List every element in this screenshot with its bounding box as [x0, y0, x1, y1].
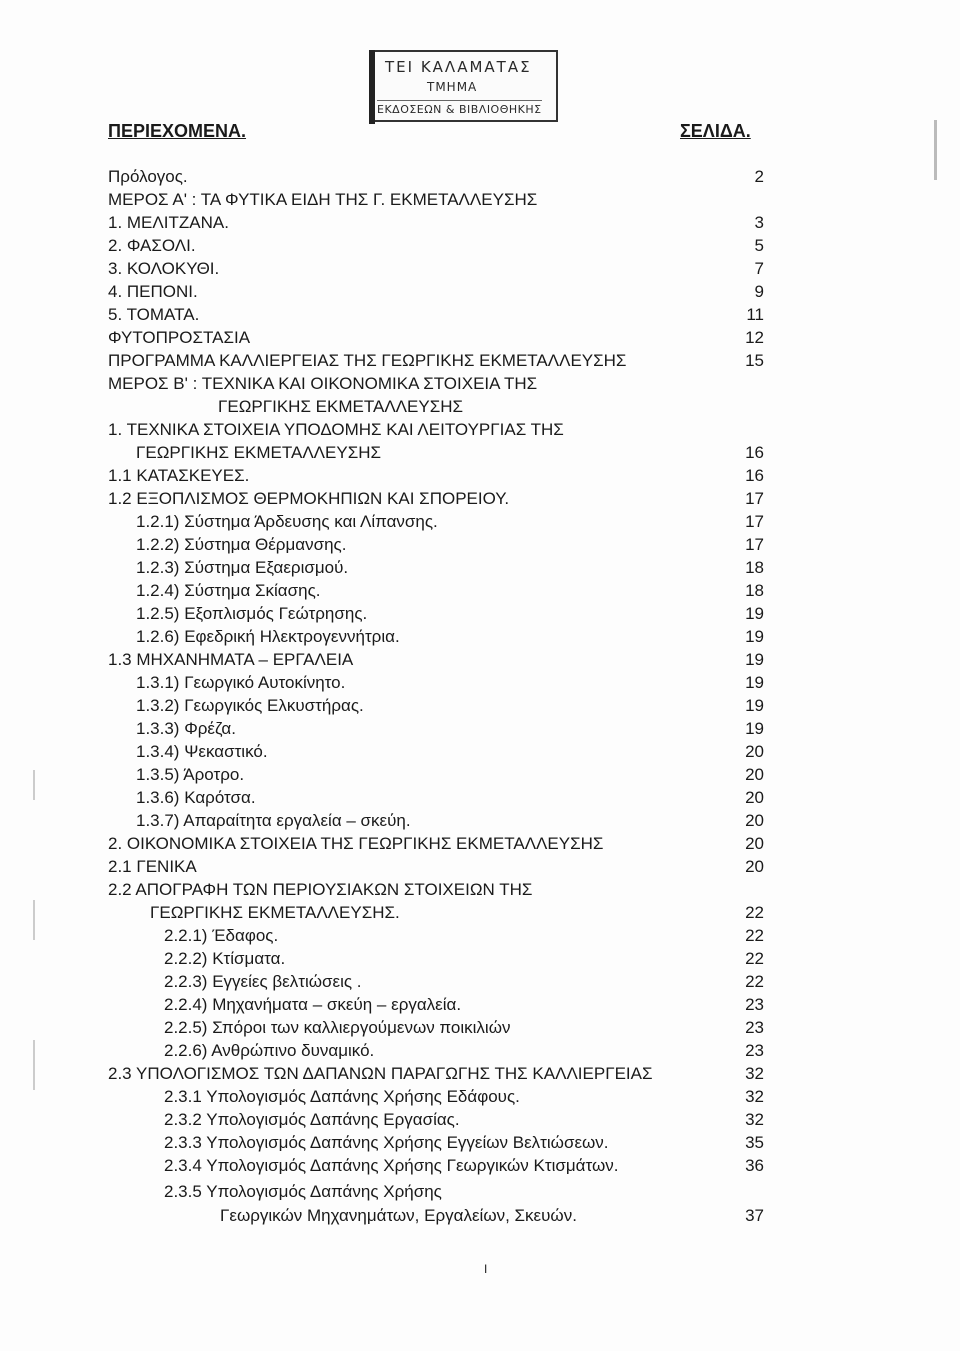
toc-entry-title: 2.2 ΑΠΟΓΡΑΦΗ ΤΩΝ ΠΕΡΙΟΥΣΙΑΚΩΝ ΣΤΟΙΧΕΙΩΝ ΤΗΣ: [108, 880, 533, 899]
toc-entry-page: 7: [754, 259, 764, 278]
toc-entry-page: 22: [745, 972, 764, 991]
toc-entry-title: ΠΡΟΓΡΑΜΜΑ ΚΑΛΛΙΕΡΓΕΙΑΣ ΤΗΣ ΓΕΩΡΓΙΚΗΣ ΕΚΜΕΤΑΛΛΕΥΣΗΣ: [108, 351, 627, 370]
toc-entry-title: ΓΕΩΡΓΙΚΗΣ ΕΚΜΕΤΑΛΛΕΥΣΗΣ: [136, 443, 382, 462]
toc-entry-page: 19: [745, 650, 764, 669]
contents-heading: ΠΕΡΙΕΧΟΜΕΝΑ.: [108, 121, 247, 141]
toc-entry-title: 1.3 ΜΗΧΑΝΗΜΑΤΑ – ΕΡΓΑΛΕΙΑ: [108, 650, 354, 669]
toc-entry-title: 2.3.3 Υπολογισμός Δαπάνης Χρήσης Εγγείων Βελτιώσεων.: [164, 1133, 609, 1152]
toc-entry-title: 4. ΠΕΠΟΝΙ.: [108, 282, 198, 301]
toc-entry-title: 1.1 ΚΑΤΑΣΚΕΥΕΣ.: [108, 466, 250, 485]
toc-entry-title: 5. ΤΟΜΑΤΑ.: [108, 305, 200, 324]
toc-entry-title: 1.2.6) Εφεδρική Ηλεκτρογεννήτρια.: [136, 627, 400, 646]
page-number: I: [484, 1262, 488, 1276]
toc-entry-title: 1.2.2) Σύστημα Θέρμανσης.: [136, 535, 347, 554]
toc-entry-title: Γεωργικών Μηχανημάτων, Εργαλείων, Σκευών.: [220, 1206, 577, 1225]
toc-entry-title: 1.3.4) Ψεκαστικό.: [136, 742, 268, 761]
toc-entry-page: 9: [754, 282, 764, 301]
toc-entry-title: ΜΕΡΟΣ Α' : ΤΑ ΦΥΤΙΚΑ ΕΙΔΗ ΤΗΣ Γ. ΕΚΜΕΤΑΛΛΕΥΣΗΣ: [108, 190, 538, 209]
toc-entry-title: 2.2.2) Κτίσματα.: [164, 949, 286, 968]
toc-entry-page: 19: [745, 627, 764, 646]
scan-artifact: [33, 900, 35, 940]
toc-entry-page: 19: [745, 696, 764, 715]
stamp-unit: ΕΚΔΟΣΕΩΝ & ΒΙΒΛΙΟΘΗΚΗΣ: [377, 100, 542, 116]
toc-entry-page: 20: [745, 857, 764, 876]
toc-entry-page: 16: [745, 443, 764, 462]
toc-entry-page: 22: [745, 926, 764, 945]
toc-entry-page: 20: [745, 765, 764, 784]
toc-entry-title: 1.2 ΕΞΟΠΛΙΣΜΟΣ ΘΕΡΜΟΚΗΠΙΩΝ ΚΑΙ ΣΠΟΡΕΙΟΥ.: [108, 489, 510, 508]
scan-artifact: [934, 120, 937, 180]
toc-entry-page: 17: [745, 535, 764, 554]
toc-entry-title: 1. ΤΕΧΝΙΚΑ ΣΤΟΙΧΕΙΑ ΥΠΟΔΟΜΗΣ ΚΑΙ ΛΕΙΤΟΥΡΓΙΑΣ ΤΗΣ: [108, 420, 564, 439]
toc-entry-page: 3: [754, 213, 764, 232]
toc-entry-title: 1.3.7) Απαραίτητα εργαλεία – σκεύη.: [136, 811, 411, 830]
toc-entry-page: 32: [745, 1064, 764, 1083]
toc-entry-page: 17: [745, 489, 764, 508]
toc-entry-page: 15: [745, 351, 764, 370]
toc-entry-title: 2.3.2 Υπολογισμός Δαπάνης Εργασίας.: [164, 1110, 460, 1129]
toc-entry-page: 22: [745, 949, 764, 968]
toc-entry-title: 1.2.5) Εξοπλισμός Γεώτρησης.: [136, 604, 368, 623]
stamp-department: ΤΜΗΜΑ: [427, 80, 478, 94]
toc-entry-title: 3. ΚΟΛΟΚΥΘΙ.: [108, 259, 220, 278]
toc-entry-page: 2: [754, 167, 764, 186]
toc-entry-title: 2. ΦΑΣΟΛΙ.: [108, 236, 196, 255]
toc-entry-page: 20: [745, 788, 764, 807]
toc-entry-page: 18: [745, 581, 764, 600]
scan-artifact: [33, 1040, 35, 1090]
toc-entry-title: 1. ΜΕΛΙΤΖΑΝΑ.: [108, 213, 229, 232]
page-column-heading: ΣΕΛΙΔΑ.: [680, 121, 751, 141]
toc-entry-page: 20: [745, 834, 764, 853]
toc-entry-title: 2.2.3) Εγγείες βελτιώσεις .: [164, 972, 362, 991]
toc-entry-page: 37: [745, 1206, 764, 1225]
toc-entry-page: 16: [745, 466, 764, 485]
toc-entry-title: 2.3.5 Υπολογισμός Δαπάνης Χρήσης: [164, 1182, 442, 1201]
toc-entry-title: 1.3.2) Γεωργικός Ελκυστήρας.: [136, 696, 364, 715]
library-stamp: [369, 50, 558, 122]
toc-entry-title: 1.2.1) Σύστημα Άρδευσης και Λίπανσης.: [136, 512, 438, 531]
toc-entry-page: 36: [745, 1156, 764, 1175]
toc-entry-title: 2. ΟΙΚΟΝΟΜΙΚΑ ΣΤΟΙΧΕΙΑ ΤΗΣ ΓΕΩΡΓΙΚΗΣ ΕΚΜΕΤΑΛΛΕΥΣΗΣ: [108, 834, 604, 853]
toc-entry-title: 2.2.4) Μηχανήματα – σκεύη – εργαλεία.: [164, 995, 462, 1014]
toc-entry-title: 2.2.6) Ανθρώπινο δυναμικό.: [164, 1041, 375, 1060]
toc-entry-page: 11: [746, 305, 764, 324]
toc-entry-title: ΓΕΩΡΓΙΚΗΣ ΕΚΜΕΤΑΛΛΕΥΣΗΣ.: [150, 903, 400, 922]
toc-entry-title: 2.1 ΓΕΝΙΚΑ: [108, 857, 197, 876]
toc-entry-page: 23: [745, 1041, 764, 1060]
toc-entry-title: Πρόλογος.: [108, 167, 188, 186]
toc-entry-title: 1.3.1) Γεωργικό Αυτοκίνητο.: [136, 673, 346, 692]
toc-entry-page: 5: [754, 236, 764, 255]
toc-entry-title: 2.3.4 Υπολογισμός Δαπάνης Χρήσης Γεωργικών Κτισμάτων.: [164, 1156, 619, 1175]
toc-entry-page: 20: [745, 811, 764, 830]
stamp-institution: ΤΕΙ ΚΑΛΑΜΑΤΑΣ: [385, 58, 532, 76]
toc-entry-page: 23: [745, 1018, 764, 1037]
toc-entry-page: 19: [745, 604, 764, 623]
toc-entry-title: 2.3.1 Υπολογισμός Δαπάνης Χρήσης Εδάφους.: [164, 1087, 520, 1106]
toc-entry-title: ΦΥΤΟΠΡΟΣΤΑΣΙΑ: [108, 328, 251, 347]
toc-entry-page: 32: [745, 1087, 764, 1106]
toc-entry-page: 22: [745, 903, 764, 922]
toc-entry-title: ΓΕΩΡΓΙΚΗΣ ΕΚΜΕΤΑΛΛΕΥΣΗΣ: [218, 397, 464, 416]
toc-entry-page: 20: [745, 742, 764, 761]
toc-entry-title: 1.3.3) Φρέζα.: [136, 719, 236, 738]
toc-entry-page: 19: [745, 719, 764, 738]
toc-entry-page: 32: [745, 1110, 764, 1129]
toc-entry-title: 2.2.1) Έδαφος.: [164, 926, 279, 945]
toc-entry-title: 2.2.5) Σπόροι των καλλιεργούμενων ποικιλιών: [164, 1018, 511, 1037]
toc-entry-title: 1.3.6) Καρότσα.: [136, 788, 256, 807]
toc-entry-page: 19: [745, 673, 764, 692]
toc-entry-page: 12: [745, 328, 764, 347]
toc-entry-page: 35: [745, 1133, 764, 1152]
toc-entry-title: ΜΕΡΟΣ Β' : ΤΕΧΝΙΚΑ ΚΑΙ ΟΙΚΟΝΟΜΙΚΑ ΣΤΟΙΧΕΙΑ ΤΗΣ: [108, 374, 538, 393]
toc-entry-title: 1.2.4) Σύστημα Σκίασης.: [136, 581, 321, 600]
toc-entry-page: 17: [745, 512, 764, 531]
scan-artifact: [33, 770, 35, 800]
toc-entry-title: 1.2.3) Σύστημα Εξαερισμού.: [136, 558, 349, 577]
toc-entry-page: 18: [745, 558, 764, 577]
toc-entry-page: 23: [745, 995, 764, 1014]
toc-entry-title: 1.3.5) Άροτρο.: [136, 765, 245, 784]
toc-entry-title: 2.3 ΥΠΟΛΟΓΙΣΜΟΣ ΤΩΝ ΔΑΠΑΝΩΝ ΠΑΡΑΓΩΓΗΣ ΤΗΣ ΚΑΛΛΙΕΡΓΕΙΑΣ: [108, 1064, 653, 1083]
